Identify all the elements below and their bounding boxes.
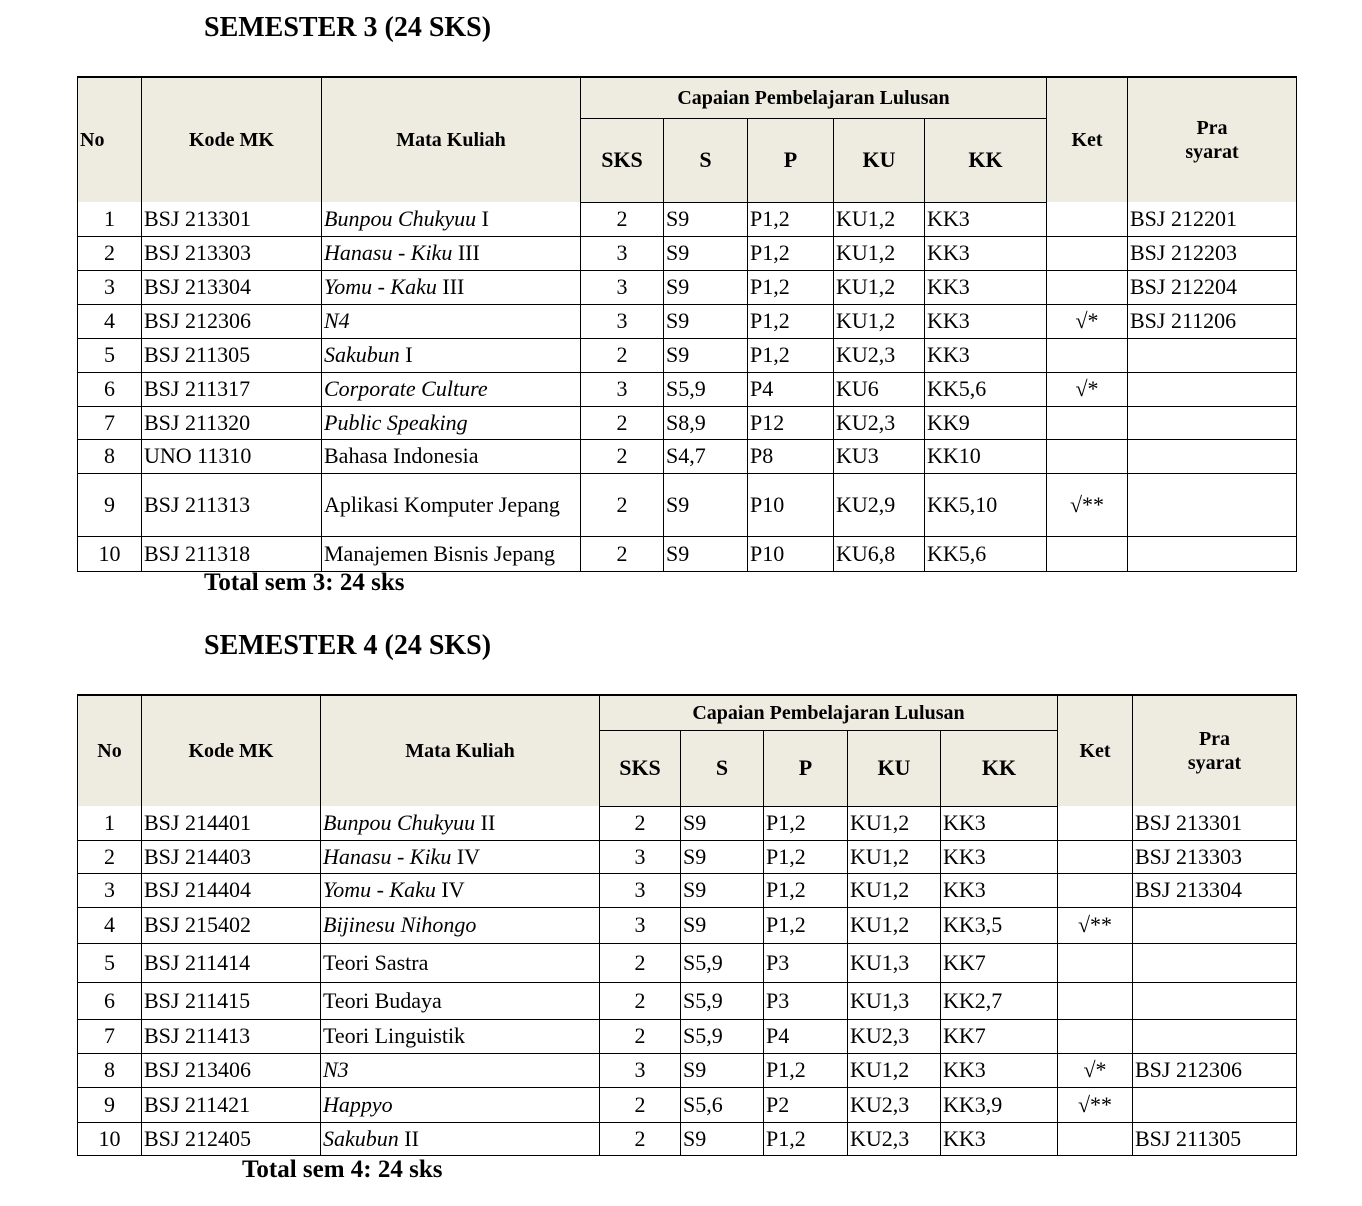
table-row — [78, 982, 1297, 1019]
cell-no: 10 — [78, 536, 142, 571]
course-name-italic: Yomu - Kaku — [323, 877, 436, 902]
cell-ku: KU2,9 — [834, 473, 925, 536]
cell-no: 8 — [78, 439, 142, 473]
course-name-text: Manajemen Bisnis Jepang — [324, 541, 555, 566]
cell-ku: KU6 — [834, 372, 925, 406]
cell-mata-kuliah — [321, 1053, 600, 1087]
header-ket: Ket — [1047, 77, 1128, 202]
cell-sks: 2 — [600, 1019, 681, 1053]
cell-ket: √* — [1047, 372, 1128, 406]
table-row — [78, 338, 1297, 372]
header-kode-mk: Kode MK — [142, 695, 321, 806]
course-name-italic: Happyo — [323, 1091, 393, 1117]
table-row — [78, 873, 1297, 907]
table-row — [78, 236, 1297, 270]
cell-ket — [1047, 236, 1128, 270]
table-row — [78, 943, 1297, 982]
table-row — [78, 1087, 1297, 1122]
cell-ket — [1047, 338, 1128, 372]
cell-pra-syarat: BSJ 213301 — [1133, 806, 1297, 840]
cell-kk: KK10 — [925, 439, 1047, 473]
cell-kode-mk: BSJ 211415 — [142, 982, 321, 1019]
cell-kode-mk: BSJ 213301 — [142, 202, 322, 236]
table-row — [78, 473, 1297, 536]
semester-4-table — [77, 694, 1297, 1156]
cell-s: S9 — [664, 473, 748, 536]
header-sks: SKS — [581, 118, 664, 202]
cell-no: 7 — [78, 406, 142, 439]
course-name-text: Teori Sastra — [323, 949, 429, 975]
cell-pra-syarat — [1128, 536, 1297, 571]
cell-ket — [1058, 806, 1133, 840]
cell-ku: KU1,3 — [848, 982, 941, 1019]
course-name-text: III — [436, 274, 465, 299]
cell-kk: KK3 — [941, 1053, 1058, 1087]
course-name-text: II — [398, 1125, 419, 1151]
cell-ku: KU2,3 — [834, 338, 925, 372]
cell-ku: KU1,2 — [848, 1053, 941, 1087]
cell-pra-syarat — [1133, 943, 1297, 982]
cell-kode-mk: BSJ 212405 — [142, 1122, 321, 1155]
cell-mata-kuliah — [322, 473, 581, 536]
cell-no: 6 — [78, 372, 142, 406]
cell-kode-mk: BSJ 213303 — [142, 236, 322, 270]
cell-mata-kuliah — [321, 806, 600, 840]
cell-pra-syarat: BSJ 212204 — [1128, 270, 1297, 304]
semester-3-total: Total sem 3: 24 sks — [204, 569, 405, 596]
course-name-text: Aplikasi Komputer Jepang — [324, 492, 560, 517]
cell-ket — [1047, 202, 1128, 236]
cell-ku: KU1,2 — [848, 806, 941, 840]
header-s: S — [681, 730, 764, 806]
cell-sks: 2 — [581, 473, 664, 536]
cell-p: P4 — [748, 372, 834, 406]
table-row — [78, 202, 1297, 236]
course-name-italic: Bunpou Chukyuu — [323, 809, 476, 835]
cell-mata-kuliah — [322, 304, 581, 338]
cell-sks: 2 — [581, 536, 664, 571]
cell-ku: KU1,2 — [834, 202, 925, 236]
cell-sks: 2 — [600, 806, 681, 840]
cell-sks: 3 — [581, 270, 664, 304]
header-cpl: Capaian Pembelajaran Lulusan — [581, 77, 1047, 118]
cell-kk: KK3 — [941, 840, 1058, 873]
header-p: P — [748, 118, 834, 202]
cell-mata-kuliah — [322, 338, 581, 372]
cell-no: 9 — [78, 1087, 142, 1122]
header-ku: KU — [848, 730, 941, 806]
cell-sks: 2 — [600, 1087, 681, 1122]
course-name-italic: Public Speaking — [324, 409, 468, 435]
cell-kode-mk: BSJ 211413 — [142, 1019, 321, 1053]
cell-p: P12 — [748, 406, 834, 439]
cell-kk: KK3 — [925, 338, 1047, 372]
cell-sks: 3 — [600, 840, 681, 873]
cell-pra-syarat — [1128, 473, 1297, 536]
header-no: No — [78, 695, 142, 806]
cell-mata-kuliah — [322, 536, 581, 571]
cell-kode-mk: BSJ 211305 — [142, 338, 322, 372]
course-name-text: Teori Linguistik — [323, 1023, 466, 1048]
cell-kk: KK3,9 — [941, 1087, 1058, 1122]
header-pra-syarat: Pra syarat — [1133, 695, 1297, 806]
cell-p: P3 — [764, 982, 848, 1019]
cell-kk: KK5,6 — [925, 536, 1047, 571]
cell-no: 5 — [78, 943, 142, 982]
cell-pra-syarat: BSJ 212203 — [1128, 236, 1297, 270]
cell-ket: √** — [1058, 1087, 1133, 1122]
cell-mata-kuliah — [321, 943, 600, 982]
semester-4-title: SEMESTER 4 (24 SKS) — [204, 630, 492, 661]
cell-kode-mk: BSJ 215402 — [142, 907, 321, 943]
cell-ket — [1058, 982, 1133, 1019]
cell-pra-syarat — [1128, 406, 1297, 439]
cell-no: 7 — [78, 1019, 142, 1053]
cell-sks: 2 — [581, 439, 664, 473]
header-kk: KK — [925, 118, 1047, 202]
cell-sks: 2 — [581, 202, 664, 236]
cell-pra-syarat: BSJ 213304 — [1133, 873, 1297, 907]
cell-s: S5,9 — [681, 982, 764, 1019]
cell-s: S9 — [664, 536, 748, 571]
cell-s: S9 — [681, 873, 764, 907]
table-row — [78, 806, 1297, 840]
cell-kode-mk: BSJ 211414 — [142, 943, 321, 982]
cell-s: S5,6 — [681, 1087, 764, 1122]
cell-ket — [1047, 270, 1128, 304]
cell-sks: 3 — [581, 236, 664, 270]
table-row — [78, 439, 1297, 473]
table-row — [78, 1122, 1297, 1155]
cell-ket — [1047, 439, 1128, 473]
semester-3-title: SEMESTER 3 (24 SKS) — [204, 12, 492, 43]
cell-mata-kuliah — [321, 1019, 600, 1053]
cell-no: 4 — [78, 907, 142, 943]
course-name-italic: Hanasu - Kiku — [324, 240, 453, 265]
cell-kk: KK3 — [925, 304, 1047, 338]
cell-ku: KU6,8 — [834, 536, 925, 571]
cell-s: S9 — [664, 236, 748, 270]
semester-3-table — [77, 76, 1297, 572]
cell-p: P2 — [764, 1087, 848, 1122]
table-row — [78, 907, 1297, 943]
cell-p: P10 — [748, 473, 834, 536]
cell-kode-mk: BSJ 214404 — [142, 873, 321, 907]
course-name-italic: N3 — [323, 1057, 349, 1082]
cell-s: S9 — [681, 806, 764, 840]
cell-p: P1,2 — [748, 202, 834, 236]
cell-mata-kuliah — [321, 907, 600, 943]
course-name-text: IV — [435, 877, 465, 902]
cell-mata-kuliah — [321, 840, 600, 873]
table-row — [78, 270, 1297, 304]
cell-pra-syarat — [1133, 907, 1297, 943]
cell-mata-kuliah — [321, 1122, 600, 1155]
cell-pra-syarat — [1128, 439, 1297, 473]
cell-s: S9 — [664, 304, 748, 338]
cell-p: P4 — [764, 1019, 848, 1053]
cell-pra-syarat: BSJ 212201 — [1128, 202, 1297, 236]
cell-s: S9 — [681, 1122, 764, 1155]
cell-sks: 2 — [600, 943, 681, 982]
header-pra-syarat: Pra syarat — [1128, 77, 1297, 202]
cell-kk: KK5,10 — [925, 473, 1047, 536]
cell-pra-syarat: BSJ 213303 — [1133, 840, 1297, 873]
cell-mata-kuliah — [322, 236, 581, 270]
course-name-italic: Hanasu - Kiku — [323, 843, 452, 869]
semester-4-total: Total sem 4: 24 sks — [242, 1156, 443, 1183]
cell-mata-kuliah — [322, 439, 581, 473]
course-name-text: I — [476, 205, 489, 231]
cell-ket — [1047, 536, 1128, 571]
cell-pra-syarat — [1133, 1019, 1297, 1053]
cell-ku: KU1,2 — [848, 840, 941, 873]
cell-no: 6 — [78, 982, 142, 1019]
table-row — [78, 372, 1297, 406]
header-ku: KU — [834, 118, 925, 202]
cell-mata-kuliah — [322, 202, 581, 236]
cell-sks: 2 — [600, 982, 681, 1019]
cell-no: 10 — [78, 1122, 142, 1155]
cell-kk: KK3 — [941, 806, 1058, 840]
cell-kode-mk: BSJ 211318 — [142, 536, 322, 571]
cell-kode-mk: BSJ 211421 — [142, 1087, 321, 1122]
cell-pra-syarat — [1128, 338, 1297, 372]
cell-kk: KK3 — [925, 202, 1047, 236]
cell-kk: KK3 — [941, 1122, 1058, 1155]
cell-no: 8 — [78, 1053, 142, 1087]
table-row — [78, 406, 1297, 439]
cell-sks: 3 — [581, 372, 664, 406]
table-row — [78, 1053, 1297, 1087]
cell-no: 1 — [78, 202, 142, 236]
course-name-italic: Bijinesu Nihongo — [323, 912, 477, 937]
cell-kk: KK7 — [941, 943, 1058, 982]
course-name-italic: Sakubun — [324, 342, 400, 367]
cell-ku: KU2,3 — [834, 406, 925, 439]
header-kk: KK — [941, 730, 1058, 806]
cell-ku: KU2,3 — [848, 1122, 941, 1155]
cell-no: 1 — [78, 806, 142, 840]
cell-kk: KK9 — [925, 406, 1047, 439]
cell-mata-kuliah — [321, 1087, 600, 1122]
header-kode-mk: Kode MK — [142, 77, 322, 202]
cell-pra-syarat: BSJ 211305 — [1133, 1122, 1297, 1155]
cell-s: S9 — [664, 202, 748, 236]
cell-ku: KU3 — [834, 439, 925, 473]
cell-ku: KU2,3 — [848, 1087, 941, 1122]
cell-ket: √** — [1058, 907, 1133, 943]
cell-kk: KK3 — [941, 873, 1058, 907]
cell-kode-mk: BSJ 213304 — [142, 270, 322, 304]
cell-no: 3 — [78, 873, 142, 907]
cell-ket: √* — [1058, 1053, 1133, 1087]
cell-p: P3 — [764, 943, 848, 982]
cell-p: P1,2 — [748, 236, 834, 270]
course-name-text: I — [399, 342, 413, 367]
table-row — [78, 536, 1297, 571]
cell-pra-syarat — [1133, 1087, 1297, 1122]
course-name-text: IV — [451, 843, 481, 869]
cell-ku: KU1,2 — [848, 873, 941, 907]
cell-sks: 3 — [581, 304, 664, 338]
cell-s: S9 — [664, 270, 748, 304]
cell-p: P1,2 — [764, 1053, 848, 1087]
header-sks: SKS — [600, 730, 681, 806]
cell-p: P1,2 — [764, 873, 848, 907]
cell-mata-kuliah — [322, 406, 581, 439]
header-mata-kuliah: Mata Kuliah — [321, 695, 600, 806]
cell-sks: 2 — [600, 1122, 681, 1155]
cell-s: S4,7 — [664, 439, 748, 473]
cell-sks: 2 — [581, 406, 664, 439]
cell-ku: KU1,2 — [834, 236, 925, 270]
cell-ku: KU1,2 — [834, 270, 925, 304]
header-no: No — [78, 77, 142, 202]
cell-kk: KK7 — [941, 1019, 1058, 1053]
cell-no: 4 — [78, 304, 142, 338]
header-mata-kuliah: Mata Kuliah — [322, 77, 581, 202]
course-name-italic: Sakubun — [323, 1125, 399, 1151]
cell-no: 9 — [78, 473, 142, 536]
cell-p: P8 — [748, 439, 834, 473]
header-p: P — [764, 730, 848, 806]
header-ket: Ket — [1058, 695, 1133, 806]
cell-sks: 3 — [600, 873, 681, 907]
cell-ket — [1047, 406, 1128, 439]
cell-ku: KU1,3 — [848, 943, 941, 982]
course-name-italic: N4 — [324, 308, 350, 333]
cell-no: 2 — [78, 840, 142, 873]
cell-s: S5,9 — [681, 943, 764, 982]
cell-sks: 3 — [600, 1053, 681, 1087]
cell-kode-mk: BSJ 214403 — [142, 840, 321, 873]
cell-mata-kuliah — [322, 372, 581, 406]
cell-mata-kuliah — [321, 873, 600, 907]
cell-mata-kuliah — [321, 982, 600, 1019]
header-cpl: Capaian Pembelajaran Lulusan — [600, 695, 1058, 730]
cell-ket — [1058, 1122, 1133, 1155]
cell-pra-syarat: BSJ 212306 — [1133, 1053, 1297, 1087]
cell-kk: KK5,6 — [925, 372, 1047, 406]
cell-p: P1,2 — [748, 304, 834, 338]
cell-kk: KK3,5 — [941, 907, 1058, 943]
cell-kode-mk: BSJ 212306 — [142, 304, 322, 338]
cell-p: P10 — [748, 536, 834, 571]
cell-no: 5 — [78, 338, 142, 372]
cell-kode-mk: BSJ 213406 — [142, 1053, 321, 1087]
table-row — [78, 840, 1297, 873]
cell-s: S5,9 — [664, 372, 748, 406]
cell-p: P1,2 — [764, 907, 848, 943]
cell-s: S8,9 — [664, 406, 748, 439]
cell-no: 2 — [78, 236, 142, 270]
cell-kode-mk: BSJ 214401 — [142, 806, 321, 840]
cell-ket — [1058, 873, 1133, 907]
course-name-italic: Yomu - Kaku — [324, 274, 437, 299]
cell-s: S9 — [681, 907, 764, 943]
cell-pra-syarat — [1133, 982, 1297, 1019]
cell-ket — [1058, 1019, 1133, 1053]
course-name-text: II — [475, 809, 496, 835]
cell-p: P1,2 — [764, 806, 848, 840]
cell-kode-mk: UNO 11310 — [142, 439, 322, 473]
cell-mata-kuliah — [322, 270, 581, 304]
table-row — [78, 304, 1297, 338]
cell-kk: KK3 — [925, 270, 1047, 304]
cell-sks: 3 — [600, 907, 681, 943]
cell-s: S9 — [664, 338, 748, 372]
cell-no: 3 — [78, 270, 142, 304]
cell-ket: √** — [1047, 473, 1128, 536]
cell-s: S9 — [681, 840, 764, 873]
cell-pra-syarat — [1128, 372, 1297, 406]
cell-s: S9 — [681, 1053, 764, 1087]
cell-kode-mk: BSJ 211313 — [142, 473, 322, 536]
cell-ku: KU1,2 — [834, 304, 925, 338]
cell-ku: KU1,2 — [848, 907, 941, 943]
course-name-text: Teori Budaya — [323, 987, 442, 1013]
cell-sks: 2 — [581, 338, 664, 372]
cell-kk: KK2,7 — [941, 982, 1058, 1019]
course-name-italic: Corporate Culture — [324, 376, 488, 401]
cell-p: P1,2 — [748, 270, 834, 304]
cell-ket — [1058, 840, 1133, 873]
cell-kode-mk: BSJ 211317 — [142, 372, 322, 406]
cell-p: P1,2 — [764, 840, 848, 873]
cell-ket — [1058, 943, 1133, 982]
cell-kk: KK3 — [925, 236, 1047, 270]
course-name-text: III — [452, 240, 480, 265]
cell-p: P1,2 — [764, 1122, 848, 1155]
cell-p: P1,2 — [748, 338, 834, 372]
cell-kode-mk: BSJ 211320 — [142, 406, 322, 439]
header-s: S — [664, 118, 748, 202]
course-name-text: Bahasa Indonesia — [324, 443, 479, 468]
course-name-italic: Bunpou Chukyuu — [324, 205, 477, 231]
cell-s: S5,9 — [681, 1019, 764, 1053]
table-row — [78, 1019, 1297, 1053]
cell-pra-syarat: BSJ 211206 — [1128, 304, 1297, 338]
cell-ku: KU2,3 — [848, 1019, 941, 1053]
cell-ket: √* — [1047, 304, 1128, 338]
